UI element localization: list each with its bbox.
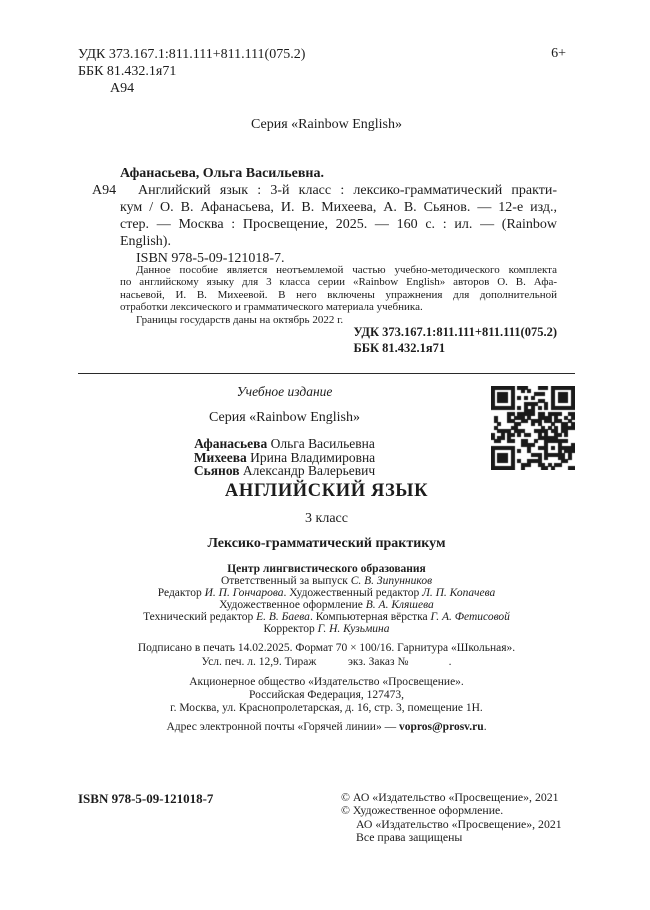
credit-label: Технический редактор — [143, 611, 257, 624]
udk-bold-line: УДК 373.167.1:811.111+811.111(075.2) — [353, 325, 557, 339]
card-author-heading: Афанасьева, Ольга Васильевна. — [120, 166, 324, 181]
annotation-line: Данное пособие является неотъемлемой частью учебно-методического комплекта — [136, 264, 557, 276]
credit-name: С. В. Зипунников — [350, 575, 433, 588]
card-description-line: Английский язык : 3-й класс : лексико-грамматический практи- — [138, 183, 557, 198]
credit-label: Редактор — [157, 587, 205, 600]
series-line-top: Серия «Rainbow English» — [251, 117, 402, 132]
author-line — [78, 451, 491, 465]
copyright-block — [341, 791, 562, 845]
book-subtitle: Лексико-грамматический практикум — [207, 536, 446, 551]
tech-editor-line — [78, 611, 575, 623]
horizontal-rule — [78, 373, 575, 374]
hotline-email-line — [78, 721, 575, 733]
print-info — [78, 641, 575, 669]
credit-label: Художественное оформление — [219, 599, 366, 612]
map-borders-note: Границы государств даны на октябрь 2022 г. — [136, 313, 344, 326]
credit-name: Г. А. Фетисовой — [430, 611, 510, 624]
author-given: Ольга Васильевна — [267, 436, 375, 451]
imprint-head-text — [78, 381, 491, 478]
credit-name: И. П. Гончарова — [204, 587, 284, 600]
edition-type: Учебное издание — [236, 384, 333, 399]
authors-block — [78, 437, 491, 478]
bbk-bold-line: ББК 81.432.1я71 — [353, 340, 446, 355]
qr-code — [491, 386, 575, 470]
book-title: АНГЛИЙСКИЙ ЯЗЫК — [224, 481, 429, 501]
catalog-card — [92, 165, 557, 250]
grade-line: 3 класс — [305, 511, 348, 526]
credit-name: Е. В. Баева — [256, 611, 310, 624]
series-line-imprint: Серия «Rainbow English» — [209, 410, 360, 425]
hotline-tail: . — [483, 721, 487, 733]
card-description-line: кум / О. В. Афанасьева, И. В. Михеева, А. В. Сьянов. — 12-е изд., — [120, 200, 557, 215]
linguistic-center-line: Центр лингвистического образования — [227, 563, 426, 575]
editor-line — [78, 587, 575, 599]
credit-label: Ответственный за выпуск — [220, 575, 351, 588]
bbk-top-line: ББК 81.432.1я71 — [78, 64, 177, 79]
annotation — [120, 264, 557, 326]
annotation-line: насьевой, И. В. Михеевой. В него включены упражнения для дополнительной — [120, 288, 557, 301]
author-line — [78, 464, 491, 478]
classification-codes — [78, 46, 305, 97]
author-given: Ирина Владимировна — [246, 449, 376, 465]
author-surname: Михеева — [193, 449, 247, 465]
publisher-line: г. Москва, ул. Краснопролетарская, д. 16, стр. 3, помещение 1Н. — [170, 702, 483, 714]
hotline-label: Адрес электронной почты «Горячей линии» — — [166, 721, 399, 733]
author-surname: Афанасьева — [194, 436, 268, 451]
responsible-line — [78, 575, 575, 587]
credit-label: Корректор — [263, 623, 318, 636]
copyright-line: Все права защищены — [356, 830, 463, 845]
imprint-head — [78, 381, 575, 478]
copyright-line: © Художественное оформление. — [341, 803, 504, 818]
author-surname: Сьянов — [193, 463, 240, 478]
proofreader-line — [78, 623, 575, 635]
design-line — [78, 599, 575, 611]
age-rating-mark: 6+ — [551, 46, 566, 61]
card-isbn: ISBN 978-5-09-121018-7. — [136, 251, 285, 266]
credit-name: В. А. Кляшева — [365, 599, 434, 612]
credit-name: Г. Н. Кузьмина — [317, 623, 390, 636]
author-line — [78, 437, 491, 451]
author-sign-code: А94 — [110, 81, 135, 96]
udk-top-line: УДК 373.167.1:811.111+811.111(075.2) — [78, 47, 306, 62]
publisher-line: Акционерное общество «Издательство «Просвещение». — [189, 676, 464, 688]
card-description-line: стер. — Москва : Просвещение, 2025. — 160 с. : ил. — (Rainbow — [120, 217, 557, 232]
publisher-line: Российская Федерация, 127473, — [248, 689, 405, 701]
credits-block — [78, 563, 575, 636]
credit-label: . Художественный редактор — [283, 587, 423, 600]
classification-codes-bold — [353, 325, 557, 356]
isbn-footer: ISBN 978-5-09-121018-7 — [78, 791, 214, 806]
copyright-line: АО «Издательство «Просвещение», 2021 — [356, 816, 562, 831]
hotline-email: vopros@prosv.ru — [398, 721, 484, 733]
copyright-line: © АО «Издательство «Просвещение», 2021 — [341, 790, 559, 804]
annotation-line: по английскому языку для 3 класса серии «Rainbow English» авторов О. В. Афа- — [120, 276, 557, 289]
annotation-line: отработки лексического и грамматического материала учебника. — [120, 301, 423, 314]
credit-name: Л. П. Копачева — [422, 587, 496, 600]
author-given: Александр Валерьевич — [239, 463, 376, 478]
card-author-sign: А94 — [92, 183, 117, 198]
print-info-line1: Подписано в печать 14.02.2025. Формат 70 × 100/16. Гарнитура «Школьная». — [137, 642, 516, 654]
publisher-address — [78, 676, 575, 715]
credit-label: . Компьютерная вёрстка — [309, 611, 431, 624]
card-description-line: English). — [120, 234, 171, 249]
print-info-line2: Усл. печ. л. 12,9. Тираж экз. Заказ № . — [201, 656, 452, 668]
